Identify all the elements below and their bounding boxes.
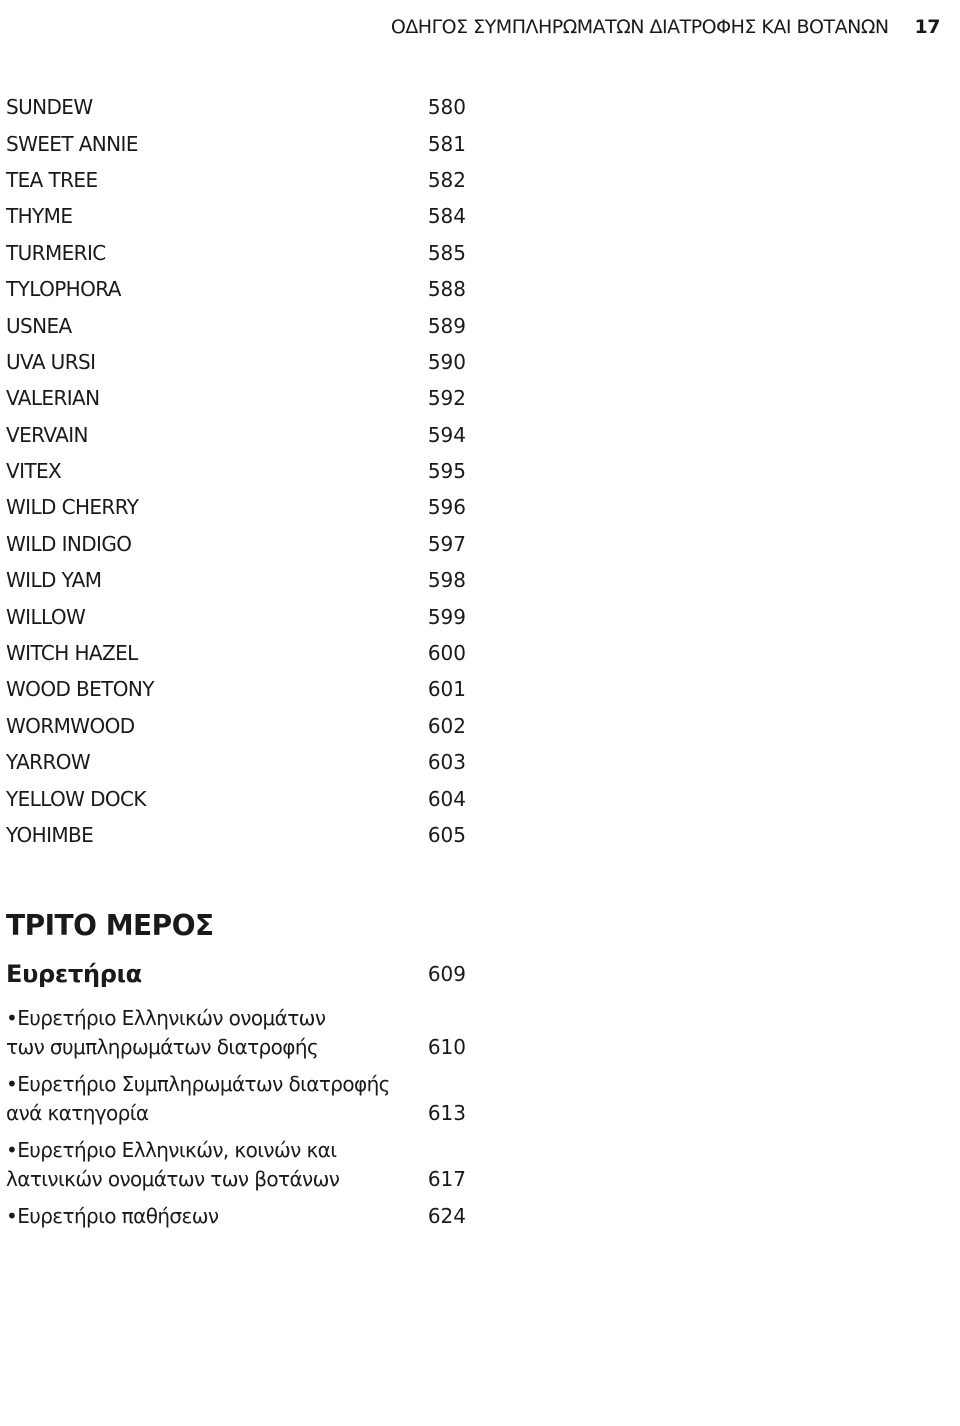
entry-page: 601 — [427, 677, 466, 702]
toc-entry — [6, 89, 466, 125]
entry-page: 594 — [427, 422, 466, 447]
entry-name: WITCH HAZEL — [6, 641, 138, 666]
page-number: 17 — [914, 16, 940, 38]
index-item-page: 610 — [427, 1035, 466, 1059]
index-item-page: 613 — [427, 1101, 466, 1125]
toc-entry — [6, 526, 466, 562]
toc-entry — [6, 307, 466, 343]
entry-page: 603 — [427, 750, 466, 775]
entry-name: USNEA — [6, 313, 72, 338]
entry-page: 590 — [427, 349, 466, 374]
toc-entry — [6, 235, 466, 271]
toc-entry — [6, 344, 466, 380]
entry-page: 588 — [427, 277, 466, 302]
entry-name: TYLOPHORA — [6, 277, 121, 302]
index-item-line: •Ευρετήριο Συμπληρωμάτων διατροφής — [6, 1072, 390, 1096]
toc-entry — [6, 817, 466, 853]
entry-page: 599 — [427, 604, 466, 629]
toc-entry — [6, 489, 466, 525]
toc-entry — [6, 635, 466, 671]
entry-page: 582 — [427, 167, 466, 192]
toc-entry — [6, 562, 466, 598]
entry-name: SUNDEW — [6, 95, 93, 120]
entry-page: 580 — [427, 95, 466, 120]
entry-name: WILD CHERRY — [6, 495, 139, 520]
index-item-page: 617 — [427, 1167, 466, 1191]
entry-name: THYME — [6, 204, 73, 229]
index-item — [6, 1136, 466, 1194]
toc-entry — [6, 162, 466, 198]
entry-name: UVA URSI — [6, 349, 96, 374]
toc-entry — [6, 453, 466, 489]
index-item-line: •Ευρετήριο Ελληνικών ονομάτων — [6, 1006, 326, 1030]
index-item-last-line — [6, 1099, 466, 1128]
entry-name: SWEET ANNIE — [6, 131, 138, 156]
entry-name: VERVAIN — [6, 422, 88, 447]
index-item — [6, 1070, 466, 1128]
toc-entry — [6, 125, 466, 161]
entry-page: 604 — [427, 786, 466, 811]
entry-name: YOHIMBE — [6, 823, 94, 847]
toc-entry — [6, 744, 466, 780]
toc-entry — [6, 417, 466, 453]
index-item-line: •Ευρετήριο Ελληνικών, κοινών και — [6, 1138, 337, 1162]
entry-name: YELLOW DOCK — [6, 786, 146, 811]
entry-page: 584 — [427, 204, 466, 229]
entry-page: 581 — [427, 131, 466, 156]
header-title: ΟΔΗΓΟΣ ΣΥΜΠΛΗΡΩΜΑΤΩΝ ΔΙΑΤΡΟΦΗΣ ΚΑΙ ΒΟΤΑΝΩΝ — [390, 16, 889, 38]
entry-page: 597 — [427, 531, 466, 556]
index-item-text: λατινικών ονομάτων των βοτάνων — [6, 1167, 340, 1191]
index-item-page: 624 — [427, 1204, 466, 1228]
entry-page: 605 — [427, 823, 466, 847]
section-page: 609 — [427, 962, 466, 986]
index-item — [6, 1004, 466, 1062]
entry-page: 596 — [427, 495, 466, 520]
entry-name: WORMWOOD — [6, 713, 135, 738]
entry-name: WILD YAM — [6, 568, 102, 593]
section-title: Ευρετήρια — [6, 960, 142, 988]
entry-page: 602 — [427, 713, 466, 738]
toc-entry — [6, 198, 466, 234]
index-item-last-line — [6, 1033, 466, 1062]
toc-entry — [6, 380, 466, 416]
entry-name: TEA TREE — [6, 167, 98, 192]
index-item-last-line — [6, 1165, 466, 1194]
toc-entries — [6, 89, 466, 853]
entry-name: WOOD BETONY — [6, 677, 154, 702]
entry-page: 592 — [427, 386, 466, 411]
entry-name: WILLOW — [6, 604, 86, 629]
entry-name: YARROW — [6, 750, 91, 775]
toc-entry — [6, 708, 466, 744]
entry-page: 600 — [427, 641, 466, 666]
index-item — [6, 1202, 466, 1231]
entry-name: VITEX — [6, 459, 62, 484]
index-item-text: ανά κατηγορία — [6, 1101, 149, 1125]
index-list — [6, 1004, 466, 1239]
toc-entry — [6, 671, 466, 707]
index-item-text: των συμπληρωμάτων διατροφής — [6, 1035, 319, 1059]
entry-page: 585 — [427, 240, 466, 265]
index-item-text: •Ευρετήριο παθήσεων — [6, 1204, 219, 1228]
toc-entry — [6, 780, 466, 816]
section-heading-row — [6, 956, 466, 992]
entry-page: 598 — [427, 568, 466, 593]
part-title: ΤΡΙΤΟ ΜΕΡΟΣ — [6, 909, 214, 942]
entry-name: WILD INDIGO — [6, 531, 132, 556]
toc-entry — [6, 271, 466, 307]
entry-name: VALERIAN — [6, 386, 100, 411]
running-header — [0, 16, 940, 38]
entry-page: 589 — [427, 313, 466, 338]
toc-entry — [6, 598, 466, 634]
index-item-last-line — [6, 1202, 466, 1231]
entry-page: 595 — [427, 459, 466, 484]
entry-name: TURMERIC — [6, 240, 106, 265]
